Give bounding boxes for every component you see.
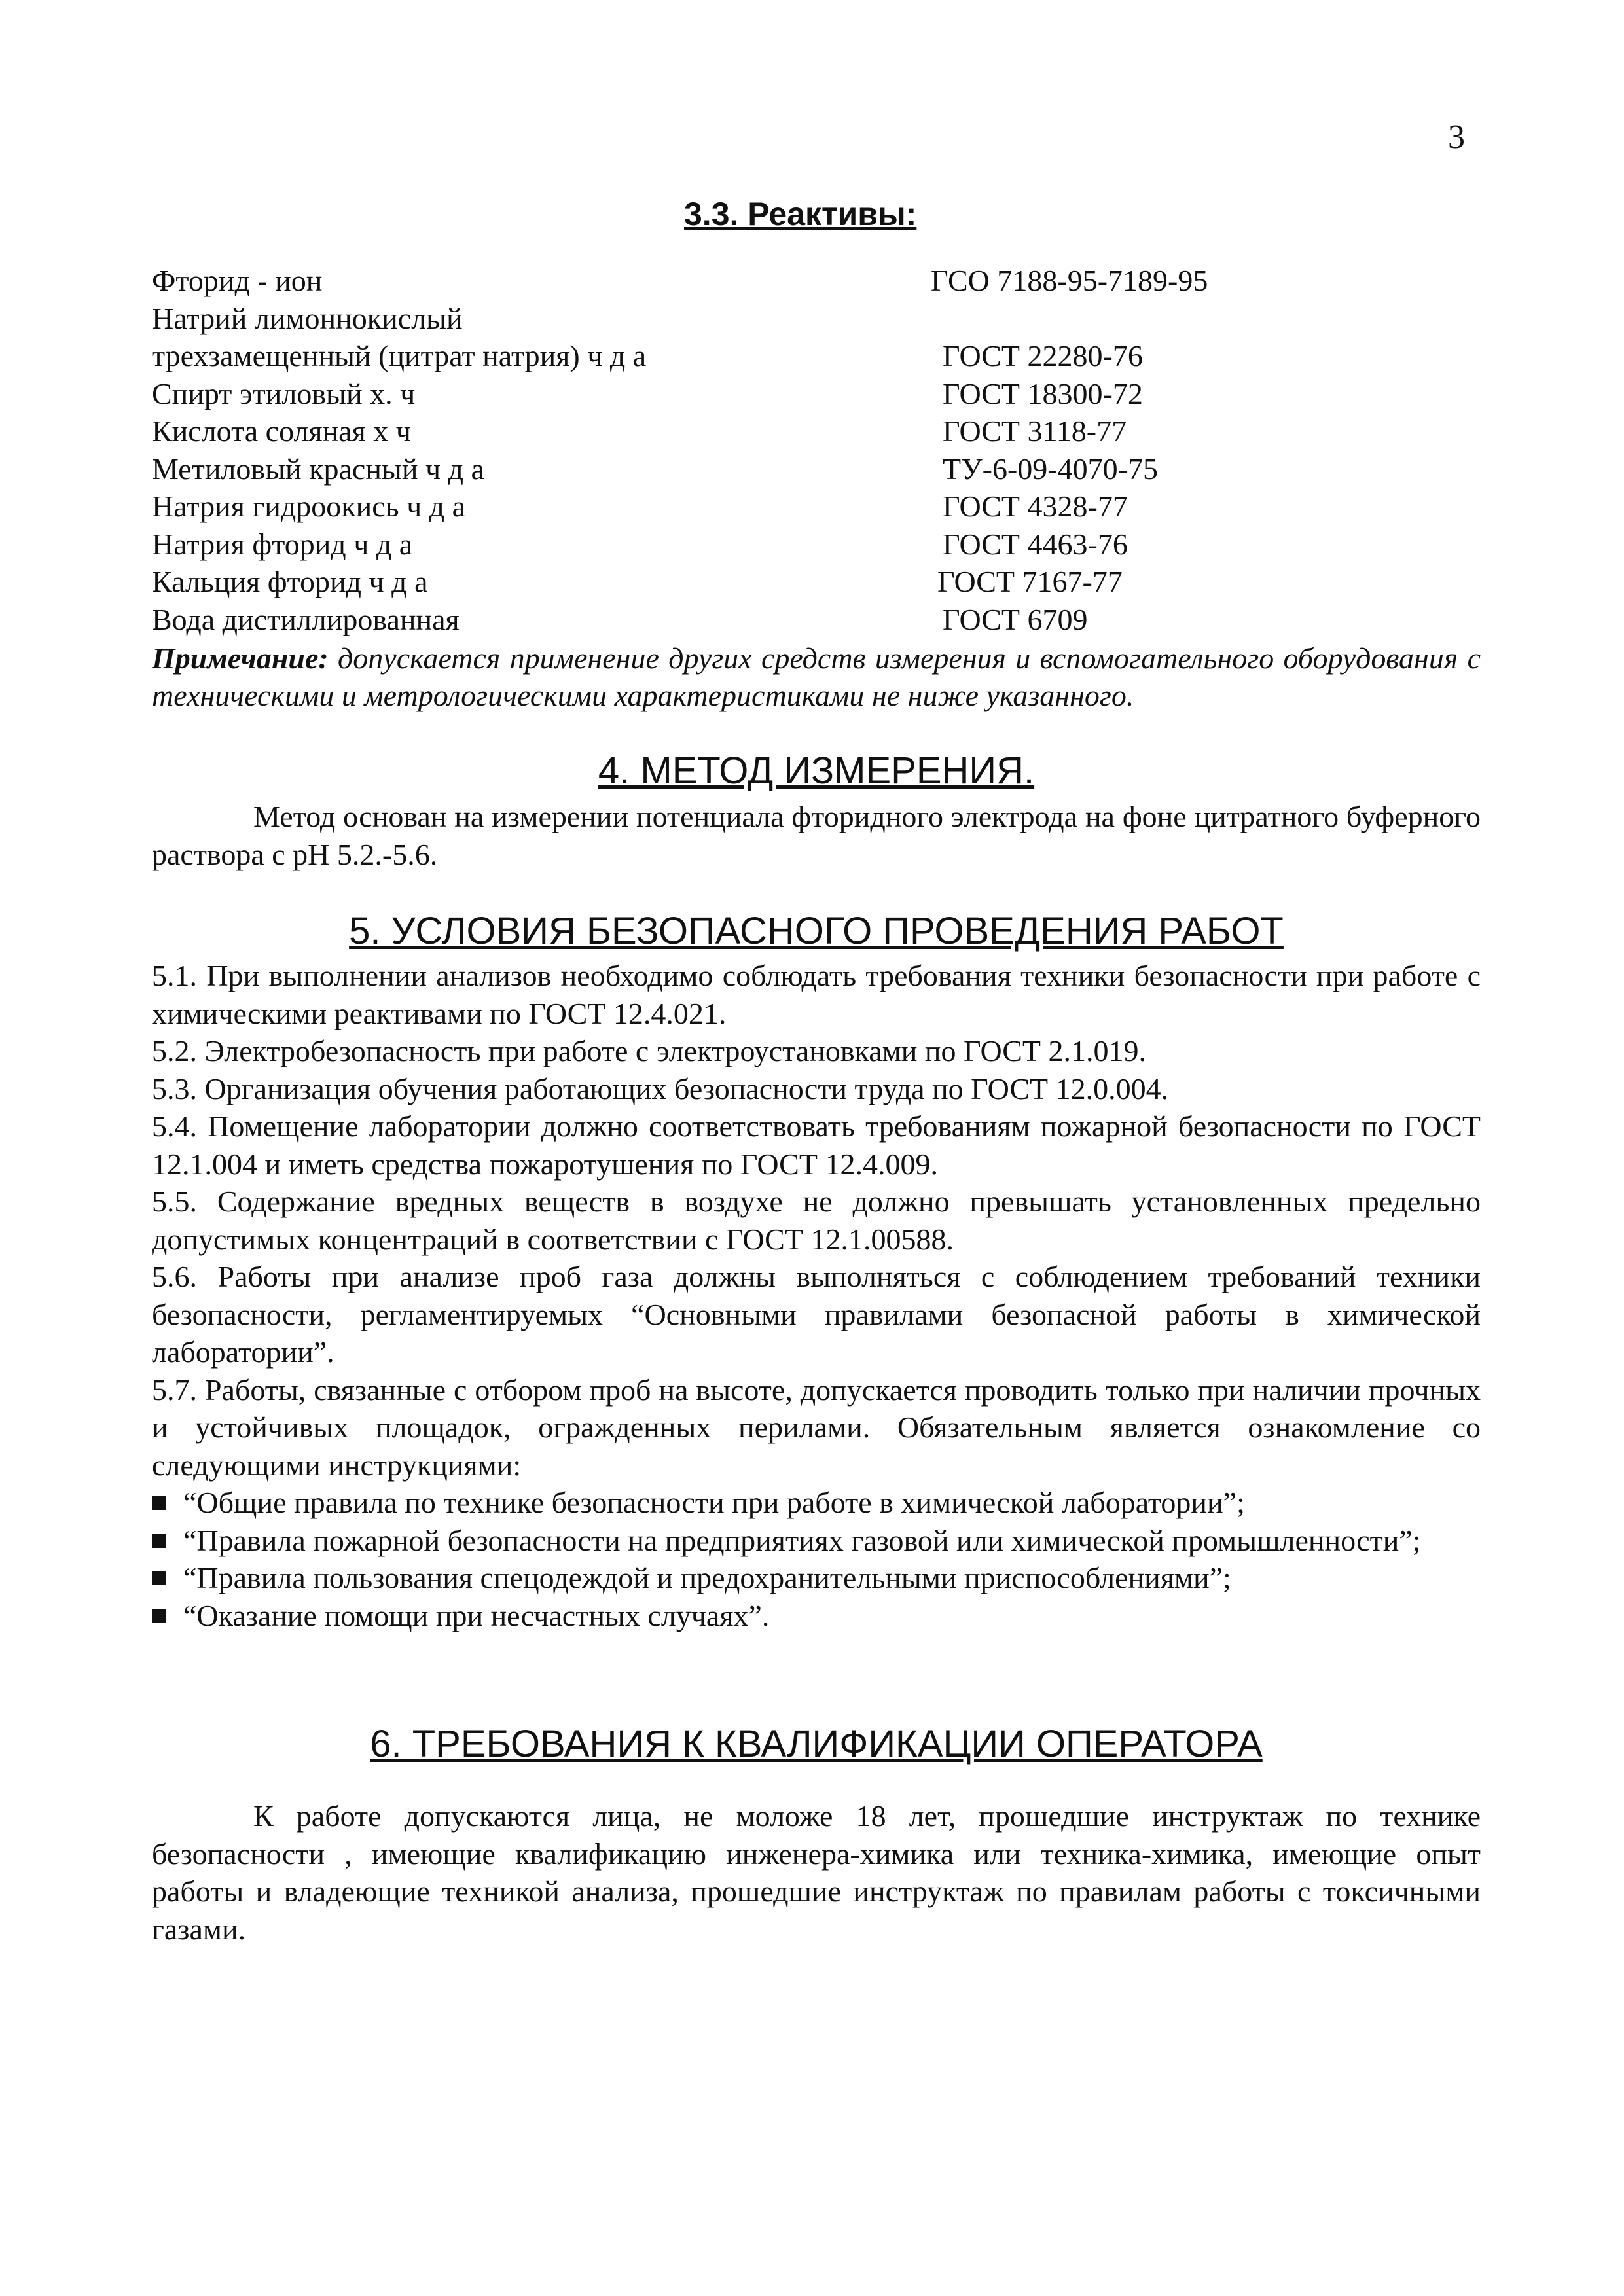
reagent-name: Кислота соляная х ч bbox=[152, 414, 411, 448]
instruction-text: “Оказание помощи при несчастных случаях”. bbox=[183, 1598, 770, 1632]
reagent-name: Натрия гидроокись ч д а bbox=[152, 490, 466, 523]
instruction-text: “Правила пользования спецодеждой и предохранительными приспособлениями”; bbox=[183, 1561, 1231, 1594]
reagent-name: трехзамещенный (цитрат натрия) ч д а bbox=[152, 339, 647, 372]
section-4-text: Метод основан на измерении потенциала фторидного электрода на фоне цитратного буферного раствора с pH 5.2.-5.6. bbox=[152, 800, 1481, 871]
reagent-row bbox=[152, 526, 1297, 564]
reagent-row bbox=[152, 300, 1297, 338]
instruction-bullet bbox=[152, 1484, 1481, 1522]
safety-item: 5.1. При выполнении анализов необходимо соблюдать требования техники безопасности при работе с химическими реактивами по ГОСТ 12.4.021. bbox=[152, 959, 1481, 1030]
reagent-row bbox=[152, 450, 1297, 488]
reagent-standard: ГОСТ 18300-72 bbox=[943, 376, 1143, 410]
page-number: 3 bbox=[1448, 118, 1465, 156]
reagent-name: Кальция фторид ч д а bbox=[152, 565, 428, 598]
square-bullet-icon bbox=[152, 1609, 166, 1623]
instruction-bullet bbox=[152, 1559, 1481, 1597]
reagent-name: Фторид - ион bbox=[152, 264, 323, 297]
reagents-note bbox=[152, 639, 1481, 714]
reagent-standard: ГОСТ 22280-76 bbox=[943, 339, 1143, 372]
note-text: допускается применение других средств измерения и вспомогательного оборудования с техническими и метрологическими характеристиками не ниже указанного. bbox=[152, 641, 1481, 712]
square-bullet-icon bbox=[152, 1534, 166, 1548]
square-bullet-icon bbox=[152, 1496, 166, 1510]
reagent-standard: ГСО 7188-95-7189-95 bbox=[931, 264, 1208, 297]
reagent-standard: ГОСТ 3118-77 bbox=[943, 414, 1127, 448]
reagent-name: Натрия фторид ч д а bbox=[152, 527, 413, 561]
reagent-row bbox=[152, 262, 1297, 300]
reagent-row bbox=[152, 488, 1297, 526]
reagent-standard: ГОСТ 7167-77 bbox=[937, 565, 1123, 598]
square-bullet-icon bbox=[152, 1571, 166, 1585]
reagent-row bbox=[152, 563, 1297, 601]
safety-item: 5.3. Организация обучения работающих безопасности труда по ГОСТ 12.0.004. bbox=[152, 1071, 1169, 1105]
instruction-bullet bbox=[152, 1522, 1481, 1560]
reagent-name: Метиловый красный ч д а bbox=[152, 452, 484, 486]
reagents-list bbox=[152, 262, 1297, 638]
reagent-row bbox=[152, 412, 1297, 450]
safety-item: 5.5. Содержание вредных веществ в воздухе не должно превышать установленных предельно допустимых концентраций в соответствии с ГОСТ 12.1.00588. bbox=[152, 1185, 1481, 1256]
reagent-standard: ГОСТ 4328-77 bbox=[943, 490, 1128, 523]
section-5-items bbox=[152, 957, 1481, 1634]
reagent-row bbox=[152, 337, 1297, 375]
reagent-name: Спирт этиловый х. ч bbox=[152, 376, 416, 410]
safety-item: 5.2. Электробезопасность при работе с электроустановками по ГОСТ 2.1.019. bbox=[152, 1034, 1147, 1067]
reagent-standard: ГОСТ 6709 bbox=[943, 602, 1088, 636]
safety-item: 5.4. Помещение лаборатории должно соответствовать требованиям пожарной безопасности по ГОСТ 12.1.004 и иметь средства пожаротушения по ГОСТ 12.4.009. bbox=[152, 1109, 1481, 1181]
note-label: Примечание: bbox=[152, 641, 329, 675]
instruction-bullet bbox=[152, 1597, 1481, 1635]
reagent-name: Натрий лимоннокислый bbox=[152, 301, 463, 335]
safety-item: 5.6. Работы при анализе проб газа должны выполняться с соблюдением требований техники безопасности, регламентируемых “Основными правилами безопасной работы в химической лаборатории”. bbox=[152, 1260, 1481, 1369]
safety-item: 5.7. Работы, связанные с отбором проб на высоте, допускается проводить только при наличии прочных и устойчивых площадок, огражденных перилами. Обязательным является ознакомление со следующими инструкциями: bbox=[152, 1372, 1481, 1482]
reagents-heading: 3.3. Реактивы: bbox=[684, 196, 917, 232]
reagent-name: Вода дистиллированная bbox=[152, 602, 460, 636]
reagent-standard: ГОСТ 4463-76 bbox=[943, 527, 1128, 561]
section-6-heading: 6. ТРЕБОВАНИЯ К КВАЛИФИКАЦИИ ОПЕРАТОРА bbox=[370, 1723, 1263, 1765]
reagent-row bbox=[152, 601, 1297, 639]
reagent-row bbox=[152, 375, 1297, 413]
section-6-text: К работе допускаются лица, не моложе 18 лет, прошедшие инструктаж по технике безопасности , имеющие квалификацию инженера-химика или техника-химика, имеющие опыт работы и владеющие техникой анализа, прошедшие инструктаж по правилам работы с токсичными газами. bbox=[152, 1799, 1481, 1946]
reagent-standard: ТУ-6-09-4070-75 bbox=[943, 452, 1158, 486]
instruction-text: “Правила пожарной безопасности на предприятиях газовой или химической промышленности”; bbox=[183, 1523, 1421, 1557]
section-5-heading: 5. УСЛОВИЯ БЕЗОПАСНОГО ПРОВЕДЕНИЯ РАБОТ bbox=[349, 910, 1284, 952]
section-4-heading: 4. МЕТОД ИЗМЕРЕНИЯ. bbox=[598, 749, 1035, 792]
instruction-text: “Общие правила по технике безопасности при работе в химической лаборатории”; bbox=[183, 1486, 1245, 1519]
